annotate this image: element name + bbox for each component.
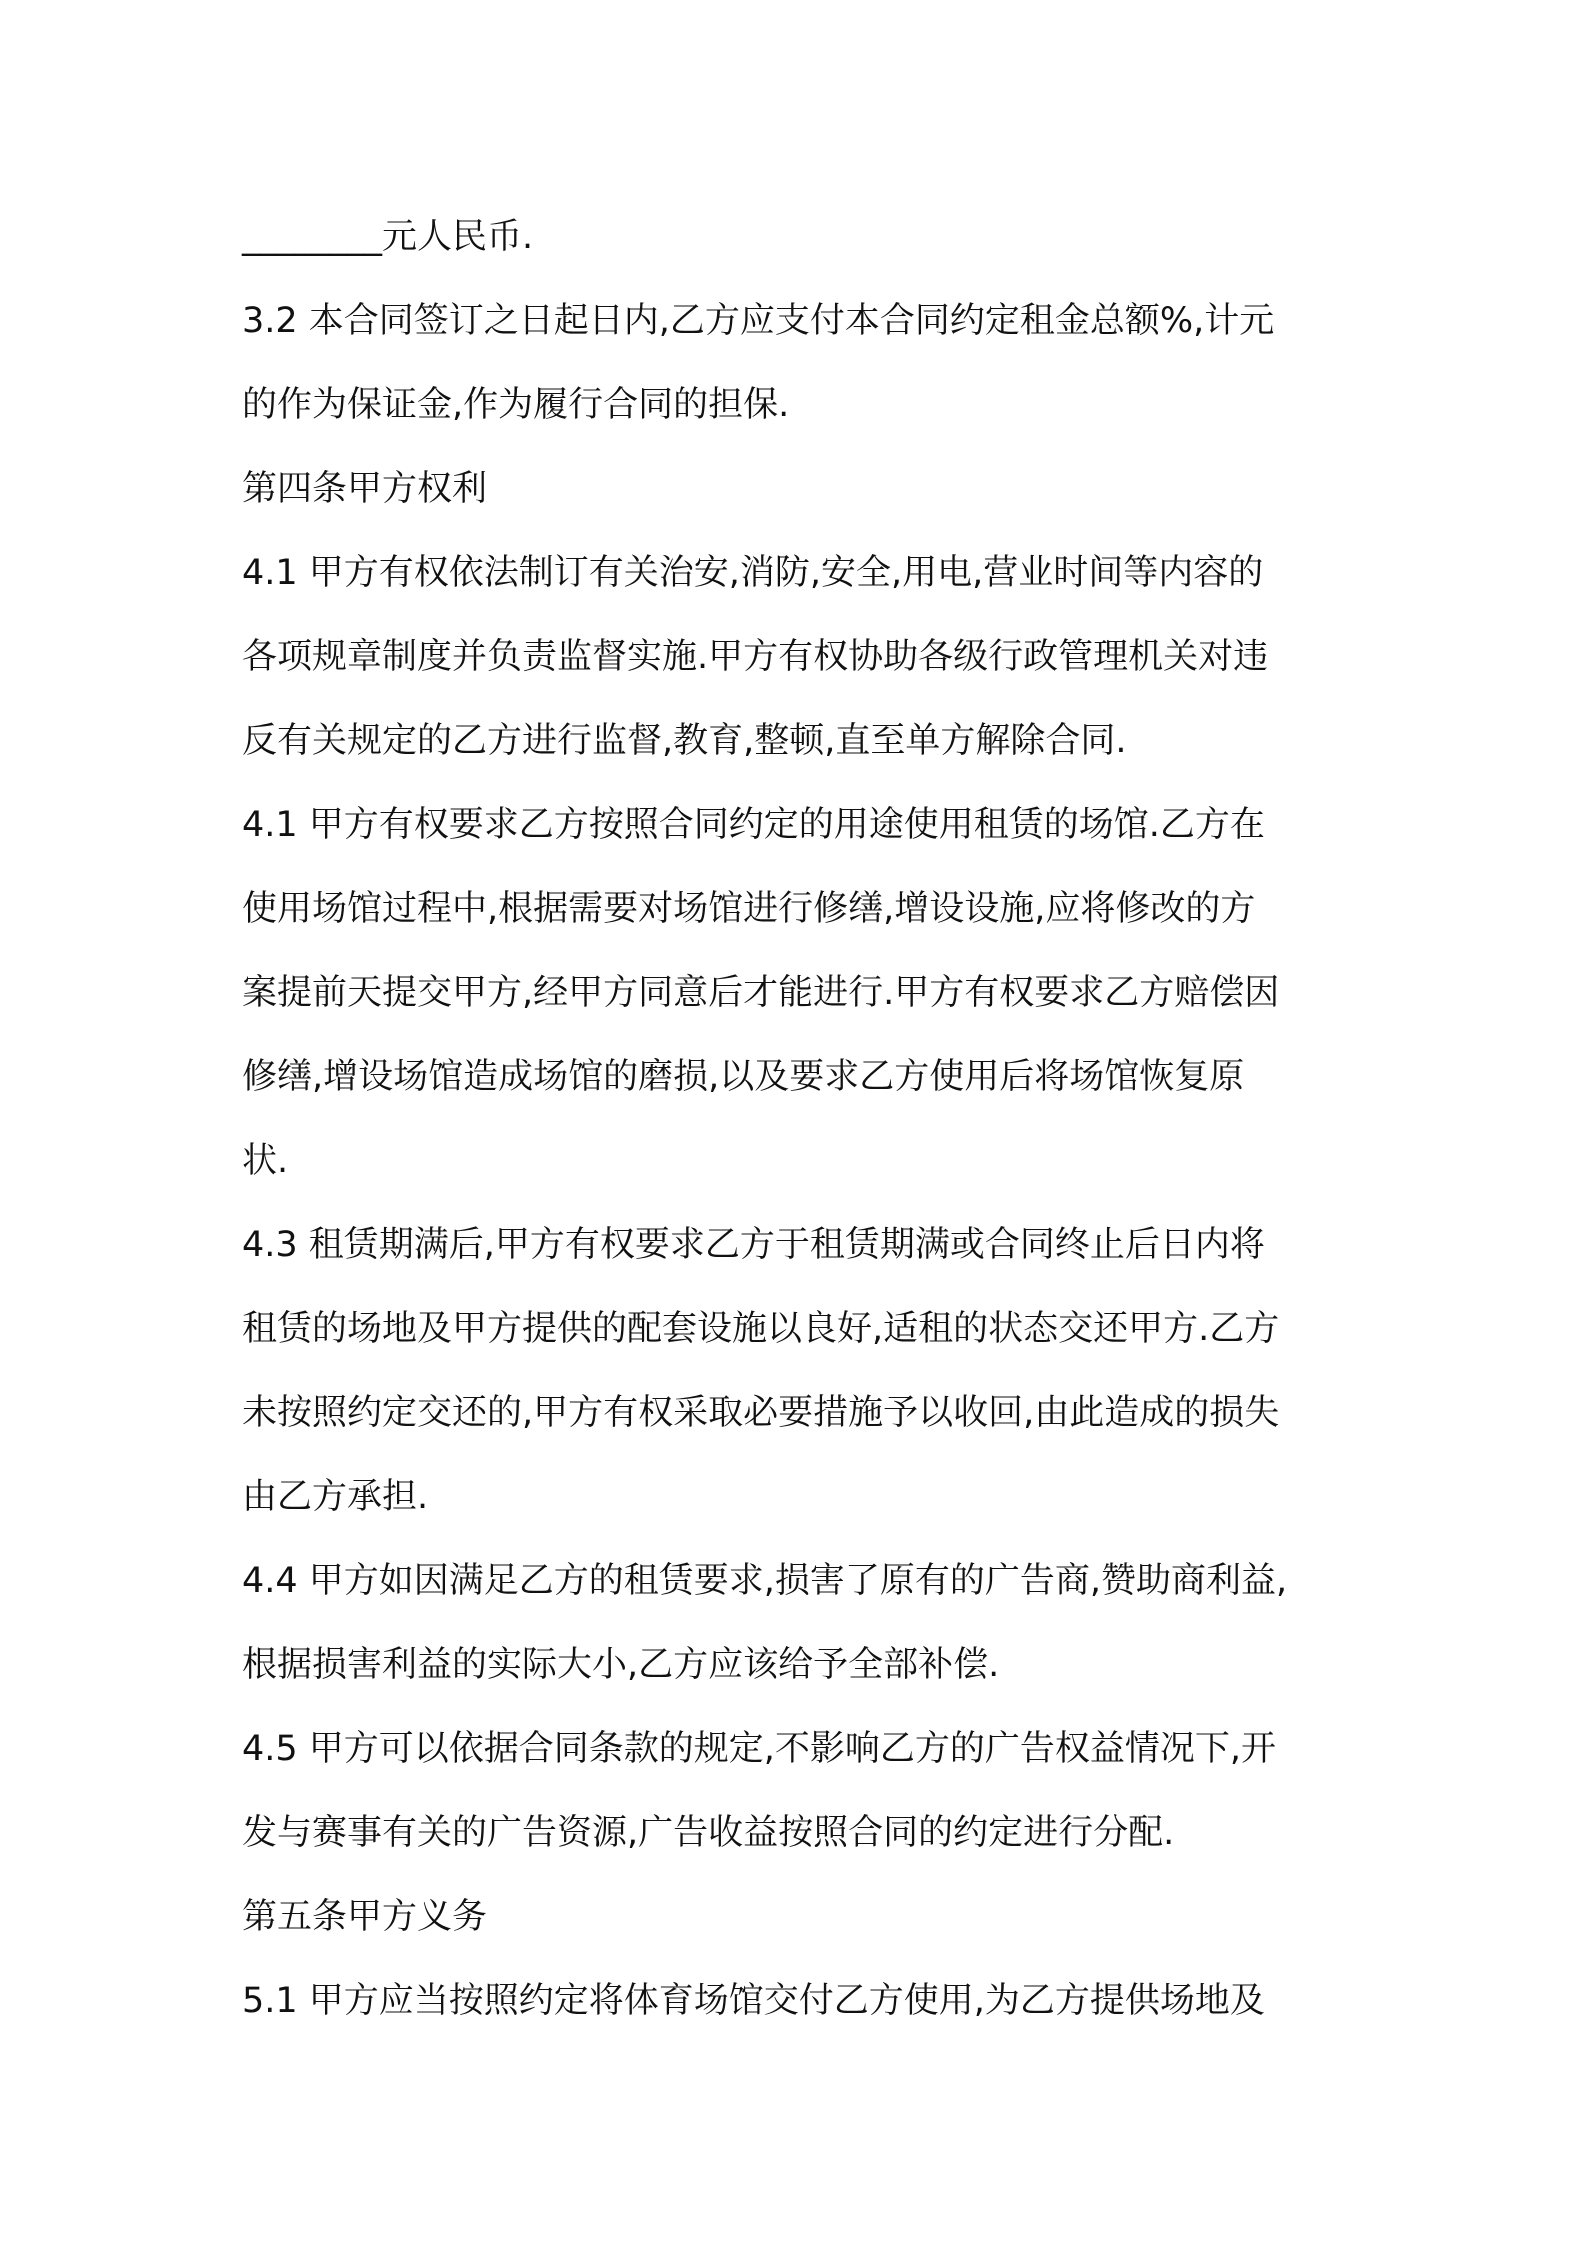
text-line: 3.2 本合同签订之日起日内,乙方应支付本合同约定租金总额%,计元 [242,301,1275,341]
text-line: 4.1 甲方有权要求乙方按照合同约定的用途使用租赁的场馆.乙方在 [242,805,1265,845]
text-line: 4.4 甲方如因满足乙方的租赁要求,损害了原有的广告商,赞助商利益, [242,1561,1288,1601]
text-line: 案提前天提交甲方,经甲方同意后才能进行.甲方有权要求乙方赔偿因 [242,973,1280,1013]
text-line: 未按照约定交还的,甲方有权采取必要措施予以收回,由此造成的损失 [242,1393,1280,1433]
text-line: 5.1 甲方应当按照约定将体育场馆交付乙方使用,为乙方提供场地及 [242,1981,1265,2021]
text-line: 根据损害利益的实际大小,乙方应该给予全部补偿. [242,1645,1000,1685]
document-body [242,195,1362,2043]
text-line: 各项规章制度并负责监督实施.甲方有权协助各级行政管理机关对违 [242,637,1269,677]
text-line: 4.5 甲方可以依据合同条款的规定,不影响乙方的广告权益情况下,开 [242,1729,1277,1769]
text-line: 4.1 甲方有权依法制订有关治安,消防,安全,用电,营业时间等内容的 [242,553,1264,593]
text-line: 修缮,增设场馆造成场馆的磨损,以及要求乙方使用后将场馆恢复原 [242,1057,1245,1097]
text-line: 由乙方承担. [242,1477,429,1517]
section-heading: 第四条甲方权利 [242,469,488,509]
text-line: 发与赛事有关的广告资源,广告收益按照合同的约定进行分配. [242,1813,1175,1853]
text-line: 使用场馆过程中,根据需要对场馆进行修缮,增设设施,应将修改的方 [242,889,1256,929]
text-line: 的作为保证金,作为履行合同的担保. [242,385,790,425]
text-line: 4.3 租赁期满后,甲方有权要求乙方于租赁期满或合同终止后日内将 [242,1225,1265,1265]
text-line: 反有关规定的乙方进行监督,教育,整顿,直至单方解除合同. [242,721,1127,761]
text-line: ________元人民币. [242,217,534,257]
text-line: 状. [242,1141,289,1181]
text-line: 租赁的场地及甲方提供的配套设施以良好,适租的状态交还甲方.乙方 [242,1309,1280,1349]
section-heading: 第五条甲方义务 [242,1897,488,1937]
